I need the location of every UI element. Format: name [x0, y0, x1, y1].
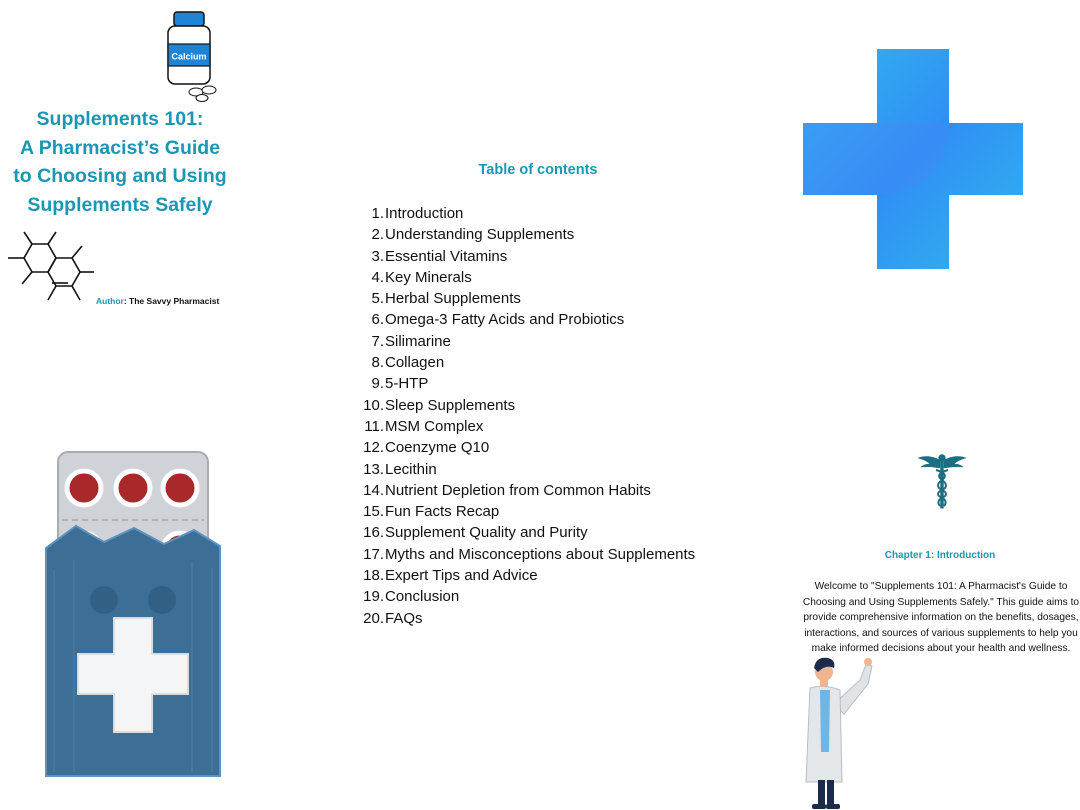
toc-item-number: 17.	[363, 545, 384, 563]
toc-item-number: 15.	[363, 503, 384, 521]
toc-item-label: Expert Tips and Advice	[385, 567, 538, 585]
toc-item-label: Understanding Supplements	[385, 226, 575, 244]
toc-item-label: Herbal Supplements	[385, 290, 521, 308]
toc-item-number: 11.	[364, 417, 384, 435]
toc-item-number: 2.	[371, 226, 384, 244]
pharmacist-illustration	[796, 652, 876, 810]
author-line	[96, 296, 219, 306]
toc-item-number: 7.	[371, 332, 384, 350]
toc-item[interactable]	[346, 565, 766, 586]
toc-item-label: Conclusion	[385, 588, 460, 606]
cover-title-line-1: Supplements 101:	[36, 108, 204, 130]
toc-item-number: 4.	[371, 268, 384, 286]
chapter-intro-paragraph: Welcome to "Supplements 101: A Pharmacist's Guide to Choosing and Using Supplements Safely." This guide aims to provide comprehensive information on the benefits, dosages, interactions, and sources of various supplements to help you make informed decisions about your health and wellness.	[802, 581, 1080, 654]
toc-item-label: Introduction	[385, 205, 464, 222]
cover-title-line-3: to Choosing and Using	[13, 165, 227, 187]
toc-heading: Table of contents	[478, 162, 598, 178]
toc-item[interactable]	[346, 480, 766, 501]
calcium-bottle-illustration	[160, 10, 222, 102]
toc-item-number: 16.	[363, 524, 384, 542]
toc-item[interactable]	[346, 267, 766, 288]
toc-item[interactable]	[346, 501, 766, 522]
toc-item[interactable]	[346, 309, 766, 330]
medical-cross-icon	[800, 46, 1026, 272]
toc-item[interactable]	[346, 288, 766, 309]
toc-item-label: Fun Facts Recap	[385, 503, 500, 521]
toc-item[interactable]	[346, 416, 766, 437]
toc-item-label: FAQs	[385, 609, 423, 627]
toc-item[interactable]	[346, 373, 766, 394]
toc-item[interactable]	[346, 203, 766, 224]
toc-item[interactable]	[346, 544, 766, 565]
cover-title-line-4: Supplements Safely	[27, 193, 213, 216]
toc-item[interactable]	[346, 395, 766, 416]
toc-item[interactable]	[346, 608, 766, 629]
toc-item-number: 10.	[363, 396, 384, 414]
toc-item-label: Supplement Quality and Purity	[385, 524, 588, 542]
toc-item[interactable]	[346, 331, 766, 352]
toc-item-number: 18.	[363, 567, 384, 585]
toc-item-label: Silimarine	[385, 332, 451, 350]
toc-item-number: 13.	[363, 460, 384, 478]
toc-item[interactable]	[346, 437, 766, 458]
calcium-label: Calcium	[171, 51, 207, 62]
toc-item-label: Essential Vitamins	[385, 247, 508, 265]
toc-item-number: 14.	[363, 481, 384, 499]
toc-item-number: 5.	[371, 290, 384, 308]
toc-item-label: Myths and Misconceptions about Supplements	[385, 545, 696, 563]
toc-item-number: 19.	[363, 588, 384, 606]
toc-item[interactable]	[346, 246, 766, 267]
toc-item-number: 3.	[371, 247, 384, 265]
toc-item[interactable]	[346, 586, 766, 607]
toc-item[interactable]	[346, 459, 766, 480]
molecule-icon	[4, 230, 100, 310]
cover-title-line-2: A Pharmacist’s Guide	[19, 136, 221, 159]
caduceus-icon	[916, 452, 968, 510]
toc-item-number: 1.	[371, 205, 384, 222]
table-of-contents	[346, 203, 766, 629]
pill-blister-pack-illustration	[44, 450, 222, 780]
toc-item-label: 5-HTP	[385, 375, 429, 393]
toc-item-label: Collagen	[385, 354, 445, 372]
toc-item-label: Coenzyme Q10	[385, 439, 490, 457]
toc-item-label: Omega-3 Fatty Acids and Probiotics	[385, 311, 625, 329]
toc-item-label: Lecithin	[385, 460, 437, 478]
toc-item-number: 8.	[371, 354, 384, 372]
toc-item-number: 9.	[371, 375, 384, 393]
toc-item-label: Sleep Supplements	[385, 396, 516, 414]
toc-item-label: Nutrient Depletion from Common Habits	[385, 481, 651, 499]
cover-title	[0, 105, 240, 219]
chapter-heading: Chapter 1: Introduction	[884, 550, 996, 561]
toc-item-number: 6.	[371, 311, 384, 329]
toc-item[interactable]	[346, 522, 766, 543]
toc-item[interactable]	[346, 352, 766, 373]
toc-item-label: Key Minerals	[385, 268, 472, 286]
author-label: Author	[96, 296, 124, 306]
toc-item-label: MSM Complex	[385, 417, 484, 435]
toc-item[interactable]	[346, 224, 766, 245]
toc-item-number: 20.	[363, 609, 384, 627]
author-name: : The Savvy Pharmacist	[123, 296, 220, 306]
toc-item-number: 12.	[363, 439, 384, 457]
